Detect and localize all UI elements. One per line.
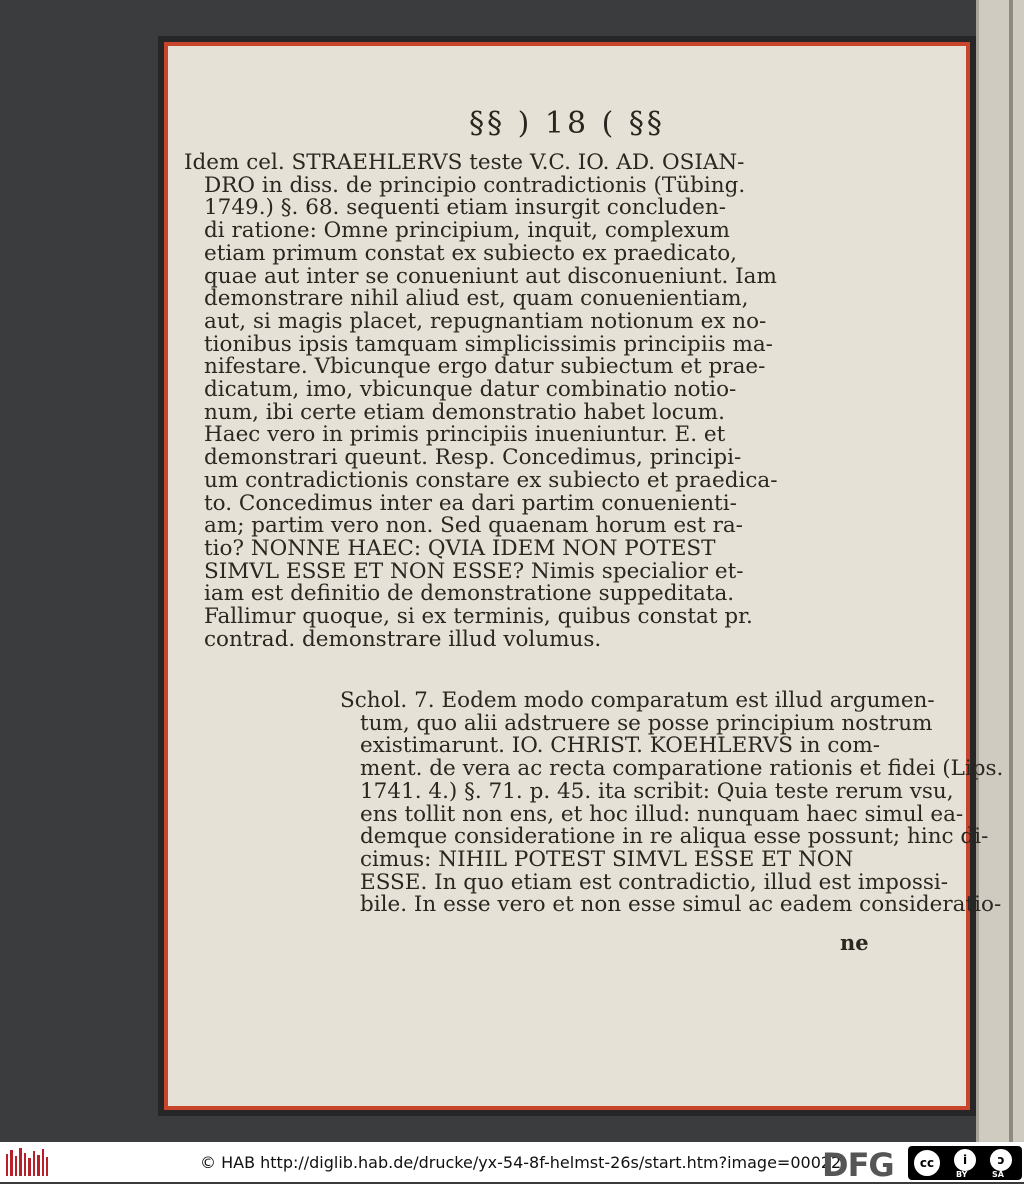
text-line: aut, si magis placet, repugnantiam notionum ex no- <box>204 308 767 334</box>
barcode-icon <box>6 1148 48 1176</box>
page-header: §§ ) 18 ( §§ <box>469 106 665 141</box>
footer-bar <box>0 1142 1024 1182</box>
text-line: demque consideratione in re aliqua esse possunt; hinc di- <box>360 824 989 850</box>
text-line: quae aut inter se conueniunt aut disconueniunt. Iam <box>204 263 777 289</box>
by-label: BY <box>956 1170 968 1179</box>
text-line: 1749.) §. 68. sequenti etiam insurgit concluden- <box>204 195 726 221</box>
text-line: nifestare. Vbicunque ergo datur subiectum et prae- <box>204 354 766 380</box>
text-line: tum, quo alii adstruere se posse principium nostrum <box>360 710 933 736</box>
text-line: tio? NONNE HAEC: QVIA IDEM NON POTEST <box>204 535 716 561</box>
text-line: am; partim vero non. Sed quaenam horum est ra- <box>204 513 743 539</box>
text-line: dicatum, imo, vbicunque datur combinatio notio- <box>204 377 737 403</box>
dfg-logo: DFG <box>822 1146 894 1184</box>
text-line: ment. de vera ac recta comparatione rationis et fidei (Lips. <box>360 756 1004 782</box>
cc-license-badge[interactable] <box>908 1146 1022 1180</box>
text-line: SIMVL ESSE ET NON ESSE? Nimis specialior et- <box>204 558 744 584</box>
text-line: um contradictionis constare ex subiecto et praedica- <box>204 467 778 493</box>
text-line: Idem cel. STRAEHLERVS teste V.C. IO. AD. OSIAN- <box>184 150 745 175</box>
text-line: to. Concedimus inter ea dari partim conuenienti- <box>204 490 737 516</box>
share-alike-icon: ↄ <box>988 1147 1014 1173</box>
text-line: etiam primum constat ex subiecto ex praedicato, <box>204 240 738 266</box>
text-line: num, ibi certe etiam demonstratio habet locum. <box>204 399 725 425</box>
text-line: Fallimur quoque, si ex terminis, quibus constat pr. <box>204 604 753 630</box>
text-line: Haec vero in primis principiis inueniuntur. E. et <box>204 422 726 448</box>
adjacent-page-edge <box>976 0 1024 1142</box>
text-line: demonstrare nihil aliud est, quam conuenientiam, <box>204 286 749 312</box>
text-line: DRO in diss. de principio contradictionis (Tübing. <box>204 172 746 198</box>
text-line: contrad. demonstrare illud volumus. <box>204 626 602 652</box>
text-line: bile. In esse vero et non esse simul ac eadem consideratio- <box>360 892 1002 918</box>
cc-icon: cc <box>912 1148 942 1178</box>
text-line: di ratione: Omne principium, inquit, complexum <box>204 218 730 244</box>
text-line: cimus: NIHIL POTEST SIMVL ESSE ET NON <box>360 846 854 872</box>
attribution-icon: i <box>952 1147 978 1173</box>
source-url[interactable]: © HAB http://diglib.hab.de/drucke/yx-54-8f-helmst-26s/start.htm?image=00022 <box>200 1153 842 1172</box>
catchword: ne <box>840 930 869 955</box>
text-line: ESSE. In quo etiam est contradictio, illud est impossi- <box>360 869 949 895</box>
text-line: existimarunt. IO. CHRIST. KOEHLERVS in com- <box>360 733 880 759</box>
text-line: iam est definitio de demonstratione suppeditata. <box>204 581 735 607</box>
text-line: 1741. 4.) §. 71. p. 45. ita scribit: Quia teste rerum vsu, <box>360 778 954 804</box>
text-line: ens tollit non ens, et hoc illud: nunquam haec simul ea- <box>360 801 964 827</box>
text-line: demonstrari queunt. Resp. Concedimus, principi- <box>204 445 742 471</box>
sa-label: SA <box>992 1170 1004 1179</box>
text-line: tionibus ipsis tamquam simplicissimis principiis ma- <box>204 331 773 357</box>
text-line: Schol. 7. Eodem modo comparatum est illud argumen- <box>340 688 935 713</box>
paragraph-1 <box>184 152 864 651</box>
paragraph-2 <box>340 690 1020 917</box>
